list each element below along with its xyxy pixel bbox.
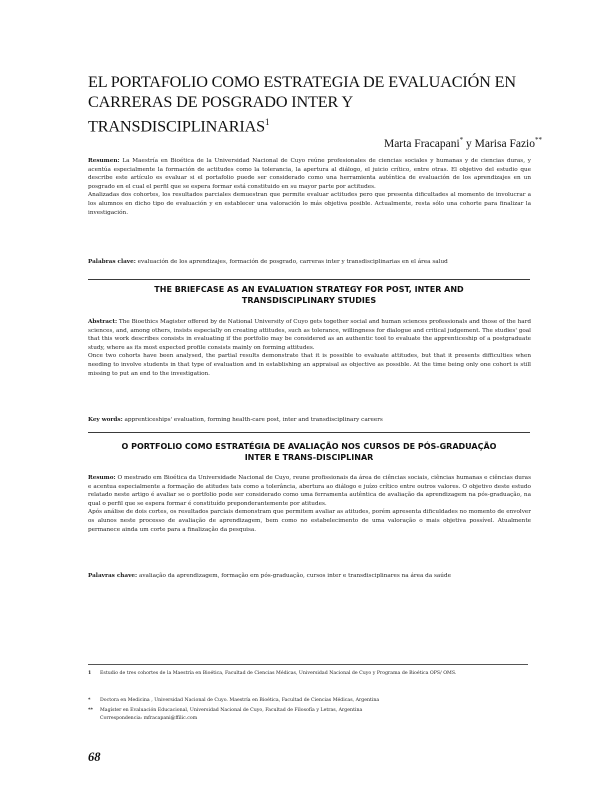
resumen-text-1: La Maestría en Bioética de la Universidad Nacional de Cuyo reúne profesionales de ciencias sociales y humanas y de ciencias duras, y acentúa especialmente la formación de actitudes como la tolerancia, la apertura al diálogo, el juicio crítico, entre otras. El objetivo del estudio que describe este artículo es evaluar si el portafolio puede ser considerado como una herramienta auténtica de evaluación de los aprendizajes en un posgrado en el cual el perfil que se espera formar está constituido en su mayor parte por actitudes.: [88, 158, 531, 190]
portuguese-heading: [88, 441, 530, 463]
portuguese-keywords: [88, 572, 531, 581]
footnote-1: [88, 670, 530, 678]
resumo-paragraph-1: [88, 474, 531, 508]
abstract-text-1: The Bioethics Magister offered by de National University of Cuyo gets together social and human sciences professionals and those of the hard sciences, and, among others, insists especially on creating attitudes, such as tolerance, willingness for dialogue and critical judgement. The studies' goal that this work describes consists in evaluating if the portfolio may be considered as an authentic tool to evaluate the apprenticeship of a postgraduate study, where as its most expected profile consists mainly on forming attitudes.: [88, 319, 531, 351]
author-connector: y: [463, 137, 475, 150]
correspondence-text: Correspondencia: mfracapani@ffilic.com: [100, 716, 198, 721]
footnote-2: [88, 697, 530, 705]
author-2: Marisa Fazio: [474, 137, 535, 150]
title-line-1: EL PORTAFOLIO COMO ESTRATEGIA DE EVALUACIÓN EN: [88, 73, 516, 91]
footnote-correspondence: [88, 715, 530, 723]
author-1-mark: *: [459, 136, 464, 144]
resumo-paragraph-2: Após análise de dois cortes, os resultados parciais demonstram que permitem avaliar as atitudes, porém apresenta dificuldades no momento de envolver os alunos neste processo de avaliação de aprendizagem, bem como no estabelecimento de uma valoração o mais objetiva possível. Atualmente permanece ainda um corte para a finalização da pesquisa.: [88, 509, 531, 533]
palabras-clave-label: Palabras clave:: [88, 259, 136, 265]
resumo-label: Resumo:: [88, 475, 116, 481]
resumen-paragraph-1: [88, 157, 531, 191]
footnote-1-text: Estudio de tres cohortes de la Maestría en Bioética, Facultad de Ciencias Médicas, Universidad Nacional de Cuyo y Programa de Bioética OPS/ OMS.: [100, 671, 457, 676]
palabras-clave-text: evaluación de los aprendizajes, formación de posgrado, carreras inter y transdisciplinarias en el área salud: [137, 259, 448, 265]
portuguese-heading-line-2: INTER E TRANS-DISCIPLINAR: [244, 453, 374, 462]
footnote-2-marker: *: [88, 698, 91, 703]
palavras-chave-label: Palavras chave:: [88, 573, 138, 579]
title-footnote-marker: 1: [265, 117, 270, 127]
article-title: [88, 72, 528, 136]
english-heading-line-2: TRANSDISCIPLINARY STUDIES: [241, 296, 377, 305]
authors-line: [384, 136, 542, 150]
footnote-2-text: Doctora en Medicina , Universidad Nacional de Cuyo. Maestría en Bioética, Facultad de Ciencias Médicas, Argentina: [100, 698, 380, 703]
title-line-2-text: CARRERAS DE POSGRADO INTER Y TRANSDISCIPLINARIAS: [88, 93, 353, 136]
author-1: Marta Fracapani: [383, 137, 460, 150]
spanish-keywords: [88, 258, 531, 267]
resumen-paragraph-2: Analizadas dos cohortes, los resultados parciales demuestran que permite evaluar actitudes pero que presenta dificultades al momento de involucrar a los alumnos en dicho tipo de evaluación y en establecer una valoración lo más objetiva posible. Actualmente, resta sólo una cohorte para finalizar la investigación.: [88, 192, 531, 216]
portuguese-abstract: [88, 474, 531, 534]
footnote-3: [88, 707, 530, 715]
key-words-line: [88, 416, 531, 425]
palabras-clave-line: [88, 258, 531, 267]
abstract-label: Abstract:: [88, 319, 118, 325]
author-2-mark: **: [535, 136, 542, 144]
english-heading-line-1: THE BRIEFCASE AS AN EVALUATION STRATEGY FOR POST, INTER AND: [154, 285, 464, 294]
footnote-divider: [88, 664, 528, 665]
footnote-3-text: Magíster en Evaluación Educacional, Universidad Nacional de Cuyo, Facultad de Filosofía y Letras, Argentina: [100, 708, 363, 713]
english-abstract: [88, 318, 531, 378]
spanish-abstract: [88, 157, 531, 217]
resumo-text-1: O mestrado em Bioética da Universidade Nacional de Cuyo, reune profissionais da área de ciências sociais, ciências humanas e ciências duras e acentua especialmente a formação de atitudes tais como a tolerância, abertura ao diálogo e juízo crítico entre outros valores. O objetivo deste estudo relatado neste artigo é avaliar se o portfolio pode ser considerado como uma ferramenta autêntica de avaliação da aprendizagem na pós-graduação, na qual o perfil que se espera formar é constituído preponderantemente por atitudes.: [88, 475, 531, 507]
english-heading: [88, 284, 530, 306]
abstract-paragraph-2: Once two cohorts have been analysed, the partial results demonstrate that it is possible to evaluate attitudes, but that it presents difficulties when needing to involve students in that type of evaluation and in establishing an appraisal as objective as possible. At the time being only one cohort is still missing to put an end to the investigation.: [88, 353, 531, 377]
page-number: 68: [88, 750, 101, 764]
key-words-text: apprenticeships' evaluation, forming health-care post, inter and transdisciplinary careers: [124, 417, 383, 423]
english-keywords: [88, 416, 531, 425]
footnote-3-marker: **: [88, 708, 93, 713]
section-divider-english: [88, 279, 530, 280]
resumen-label: Resumen:: [88, 158, 120, 164]
abstract-paragraph-1: [88, 318, 531, 352]
title-line-2: [88, 92, 528, 136]
palavras-chave-text: avaliação da aprendizagem, formação em pós-graduação, cursos inter e transdisciplinares na área da saúde: [138, 573, 451, 579]
footnote-1-marker: 1: [88, 671, 92, 676]
section-divider-portuguese: [88, 432, 530, 433]
key-words-label: Key words:: [88, 417, 123, 423]
palavras-chave-line: [88, 572, 531, 581]
portuguese-heading-line-1: O PORTFOLIO COMO ESTRATÉGIA DE AVALIAÇÃO NOS CURSOS DE PÓS-GRADUAÇÃO: [121, 442, 497, 451]
